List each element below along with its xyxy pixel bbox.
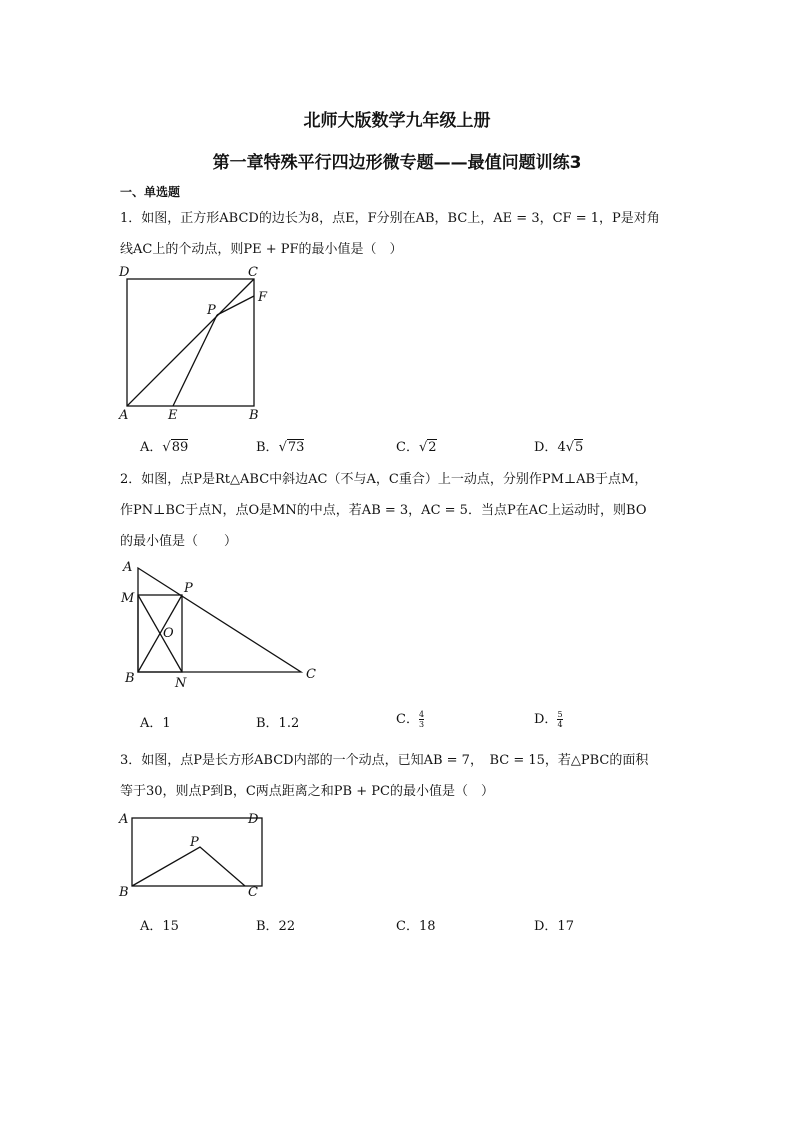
q1-label-p: P	[207, 303, 216, 318]
q3-option-d[interactable]: D．17	[534, 919, 574, 934]
q2-label-b: B	[125, 671, 135, 686]
q1-diagonal-ac	[127, 279, 254, 406]
q1-option-b[interactable]: B．√73	[256, 440, 305, 455]
q2-option-c[interactable]: C． $\frac{4}{3}$	[396, 710, 425, 729]
section-heading: 一、单选题	[120, 185, 181, 199]
q2-option-a[interactable]: A．1	[140, 716, 171, 731]
q2-option-d[interactable]: D． $\frac{5}{4}$	[534, 710, 563, 729]
q2-label-m: M	[121, 591, 135, 606]
document-title: 北师大版数学九年级上册	[303, 111, 491, 131]
q3-stem-line1: 3．如图，点P是长方形ABCD内部的一个动点，已知AB = 7， BC = 15，若△PBC的面积	[120, 753, 649, 768]
q3-label-b: B	[119, 885, 129, 900]
q1-label-d: D	[119, 265, 130, 280]
q3-figure	[115, 806, 275, 901]
q1-label-a: A	[119, 408, 129, 423]
q1-figure	[115, 262, 275, 422]
q2-stem-line3: 的最小值是（ ）	[120, 534, 238, 549]
q1-option-c[interactable]: C．√2	[396, 440, 437, 455]
q2-label-n: N	[175, 676, 187, 691]
q3-option-a[interactable]: A．15	[140, 919, 179, 934]
q3-label-c: C	[248, 885, 258, 900]
q2-label-p: P	[184, 581, 193, 596]
q1-segment-pe	[173, 315, 217, 406]
q2-stem-line2: 作PN⊥BC于点N，点O是MN的中点，若AB = 3，AC = 5．当点P在AC上运动时，则BO	[120, 503, 647, 518]
q2-label-a: A	[123, 560, 133, 575]
q3-stem-line2: 等于30，则点P到B，C两点距离之和PB + PC的最小值是（ ）	[120, 784, 494, 799]
q1-option-d[interactable]: D．4√5	[534, 440, 584, 455]
q3-rectangle	[132, 818, 262, 886]
q3-segments-pb-pc	[132, 847, 245, 886]
q2-stem-line1: 2．如图，点P是Rt△ABC中斜边AC（不与A，C重合）上一动点，分别作PM⊥AB于点M，	[120, 472, 648, 487]
q1-label-b: B	[249, 408, 259, 423]
q2-option-b[interactable]: B．1.2	[256, 716, 300, 731]
q3-label-a: A	[119, 812, 129, 827]
q2-label-o: O	[163, 626, 174, 641]
q1-stem-line2: 线AC上的个动点，则PE + PF的最小值是（ ）	[120, 242, 403, 257]
q1-label-f: F	[258, 290, 268, 305]
q2-figure	[115, 555, 325, 690]
q2-triangle	[138, 568, 301, 672]
q1-stem-line1: 1．如图，正方形ABCD的边长为8，点E，F分别在AB，BC上，AE = 3，CF = 1，P是对角	[120, 211, 660, 226]
document-subtitle: 第一章特殊平行四边形微专题——最值问题训练3	[212, 153, 582, 173]
q3-label-p: P	[190, 835, 199, 850]
q1-option-a[interactable]: A．√89	[140, 440, 189, 455]
q1-label-e: E	[168, 408, 178, 423]
q3-option-c[interactable]: C．18	[396, 919, 436, 934]
q3-label-d: D	[248, 812, 259, 827]
q1-segment-pf	[217, 296, 254, 315]
q2-label-c: C	[306, 667, 316, 682]
q3-option-b[interactable]: B．22	[256, 919, 296, 934]
q1-label-c: C	[248, 265, 258, 280]
